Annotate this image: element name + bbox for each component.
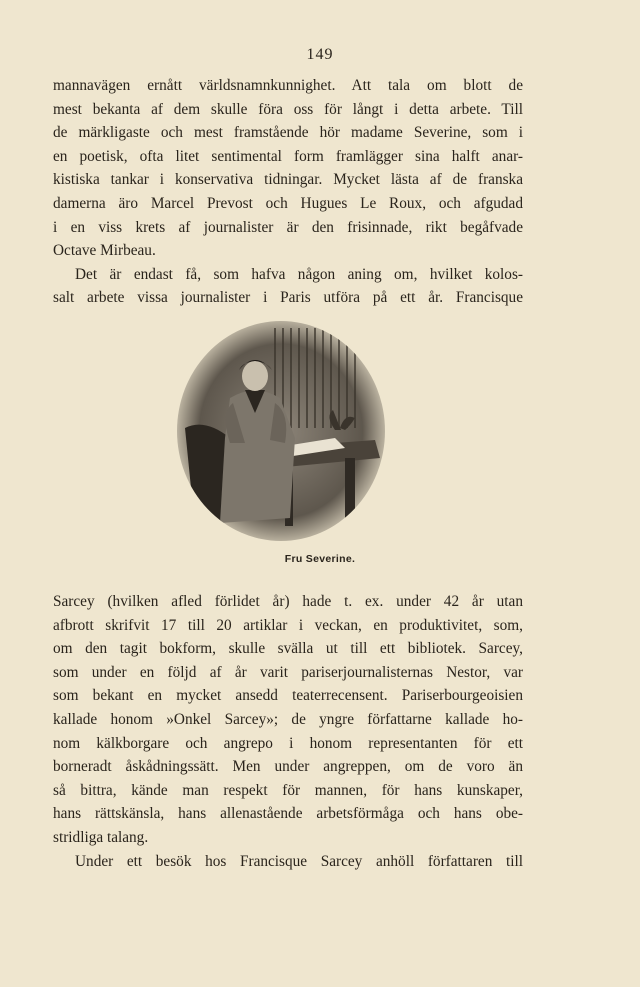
text-line: stridliga talang.	[53, 828, 149, 846]
text-line: i en viss krets af journalister är den frisinnade, rikt begåfvade	[53, 218, 523, 236]
portrait-engraving	[175, 318, 387, 544]
text-line: hans rättskänsla, hans allenastående arbetsförmåga och hans obe-	[53, 805, 523, 823]
text-line: en poetisk, ofta litet sentimental form framlägger sina halft anar-	[53, 147, 523, 165]
text-line: nom kälkborgare och angrepo i honom representanten för ett	[53, 734, 523, 752]
page-number: 149	[306, 46, 334, 63]
figure-caption: Fru Severine.	[284, 553, 356, 565]
text-line: mannavägen ernått världsnamnkunnighet. Att tala om blott de	[53, 77, 523, 94]
text-line: borneradt åskådningssätt. Men under angreppen, om de voro än	[53, 758, 523, 776]
text-line: Under ett besök hos Francisque Sarcey anhöll författaren till	[75, 852, 523, 870]
text-block-top	[53, 74, 523, 310]
text-line: de märkligaste och mest framstående hör madame Severine, som i	[53, 124, 523, 142]
text-line: mest bekanta af dem skulle föra oss för långt i detta arbete. Till	[53, 100, 523, 118]
text-line: Det är endast få, som hafva någon aning om, hvilket kolos-	[75, 265, 523, 283]
text-line: Octave Mirbeau.	[53, 242, 156, 260]
text-line: som bekant en mycket ansedd teaterrecensent. Pariserbourgeoisien	[53, 687, 523, 705]
text-line: kistiska tankar i konservativa tidningar. Mycket lästa af de franska	[53, 171, 523, 189]
text-line: om den tagit bokform, skulle svälla ut till ett bibliotek. Sarcey,	[53, 640, 523, 658]
text-block-bottom	[53, 590, 523, 873]
text-line: salt arbete vissa journalister i Paris utföra på ett år. Francisque	[53, 289, 523, 307]
portrait-figure	[175, 318, 387, 544]
text-line: så bittra, kände man respekt för mannen, för hans kunskaper,	[53, 781, 523, 799]
text-line: kallade honom »Onkel Sarcey»; de yngre författarne kallade ho-	[53, 710, 523, 728]
text-line: Sarcey (hvilken afled förlidet år) hade t. ex. under 42 år utan	[53, 593, 523, 610]
text-line: afbrott skrifvit 17 till 20 artiklar i veckan, en produktivitet, som,	[53, 616, 523, 634]
text-line: damerna äro Marcel Prevost och Hugues Le Roux, och afgudad	[53, 194, 523, 212]
text-line: som under en följd af år varit pariserjournalisternas Nestor, var	[53, 663, 523, 681]
